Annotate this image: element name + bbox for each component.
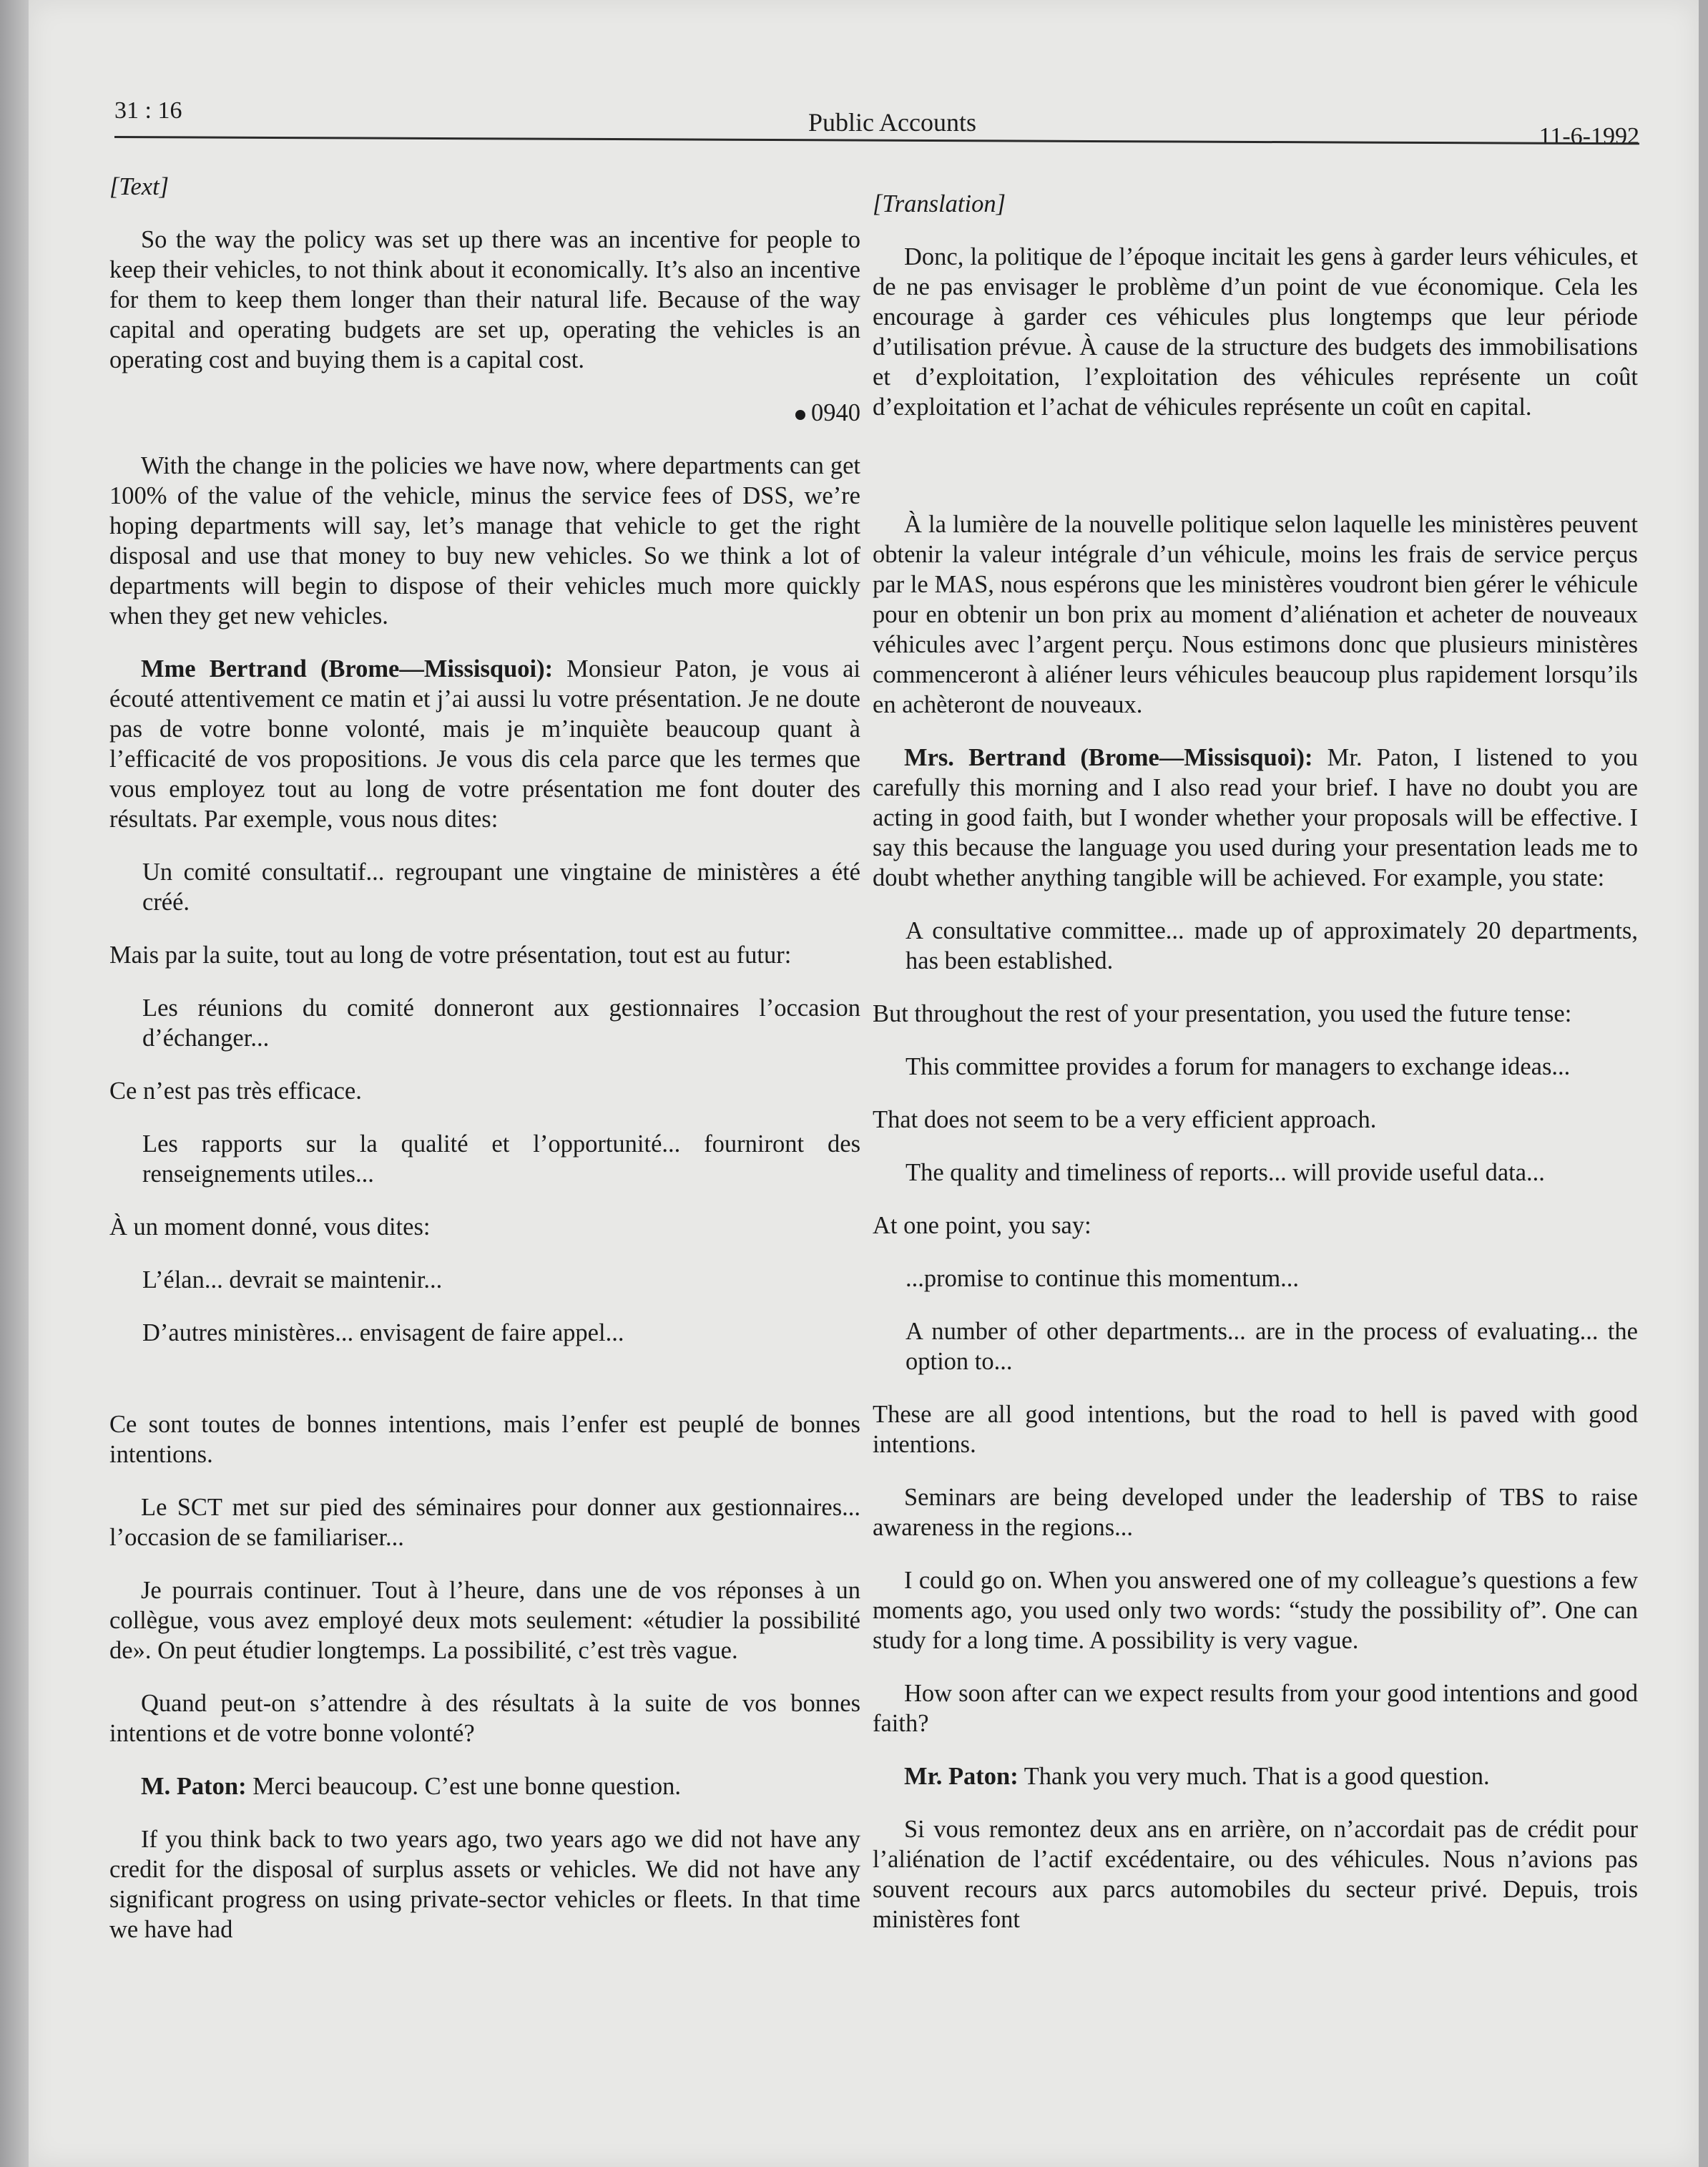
speaker-paragraph xyxy=(109,1771,860,1801)
speaker-text: Thank you very much. That is a good question. xyxy=(1018,1763,1490,1790)
paragraph: At one point, you say: xyxy=(873,1212,1091,1239)
quotation: D’autres ministères... envisagent de faire appel... xyxy=(142,1319,624,1346)
speaker-paragraph xyxy=(109,654,860,834)
quotation: A number of other departments... are in the process of evaluating... the option to... xyxy=(905,1318,1638,1375)
speaker-text: Monsieur Paton, je vous ai écouté attentivement ce matin et j’ai aussi lu votre présentation. Je ne doute pas de votre bonne volonté, mais je m’inquiète beaucoup quant à l’efficacité de vos propositions. Je vous dis cela parce que les termes que vous employez tout au long de votre présentation me font douter des résultats. Par exemple, vous nous dites: xyxy=(109,655,861,833)
left-column xyxy=(109,172,860,1967)
paragraph: So the way the policy was set up there was an incentive for people to keep their vehicles, to not think about it economically. It’s also an incentive for them to keep them longer than their natural life. Because of the way capital and operating budgets are set up, operating the vehicles is an operating cost and buying them is a capital cost. xyxy=(109,226,860,373)
binding-spine xyxy=(0,0,29,2167)
paragraph: Ce sont toutes de bonnes intentions, mais l’enfer est peuplé de bonnes intentions. xyxy=(109,1411,860,1468)
paragraph: À la lumière de la nouvelle politique selon laquelle les ministères peuvent obtenir la valeur intégrale d’un véhicule, moins les frais de service perçus par le MAS, nous espérons que les ministères voudront bien gérer le véhicule pour en obtenir un bon prix au moment d’aliénation et acheter de nouveaux véhicules avec l’argent perçu. Nous estimons donc que plusieurs ministères commenceront à aliéner leurs véhicules beaucoup plus rapidement lorsqu’ils en achèteront de nouveaux. xyxy=(873,511,1638,718)
speaker-name: M. Paton: xyxy=(141,1773,247,1800)
speaker-paragraph xyxy=(873,1761,1638,1791)
quotation: A consultative committee... made up of approximately 20 departments, has been established. xyxy=(905,917,1638,974)
quotation: Les réunions du comité donneront aux gestionnaires l’occasion d’échanger... xyxy=(142,994,860,1052)
text-tag: [Text] xyxy=(109,173,170,200)
paragraph: These are all good intentions, but the road to hell is paved with good intentions. xyxy=(873,1401,1638,1458)
quotation: Un comité consultatif... regroupant une vingtaine de ministères a été créé. xyxy=(142,859,860,916)
page-date: 11-6-1992 xyxy=(1538,123,1639,150)
time-marker xyxy=(109,398,860,428)
quotation: Les rapports sur la qualité et l’opportunité... fourniront des renseignements utiles... xyxy=(142,1130,860,1188)
paragraph: How soon after can we expect results from your good intentions and good faith? xyxy=(873,1680,1638,1737)
paragraph: Quand peut-on s’attendre à des résultats à la suite de vos bonnes intentions et de votre bonne volonté? xyxy=(109,1690,860,1747)
paragraph: That does not seem to be a very efficient approach. xyxy=(873,1106,1377,1133)
paragraph: Seminars are being developed under the leadership of TBS to raise awareness in the regions... xyxy=(873,1484,1638,1541)
paragraph: If you think back to two years ago, two years ago we did not have any credit for the disposal of surplus assets or vehicles. We did not have any significant progress on using private-sector vehicles or fleets. In that time we have had xyxy=(109,1826,860,1943)
right-column xyxy=(873,172,1638,1957)
paragraph: But throughout the rest of your presentation, you used the future tense: xyxy=(873,1000,1572,1027)
quotation: The quality and timeliness of reports... will provide useful data... xyxy=(905,1159,1545,1186)
paragraph: Donc, la politique de l’époque incitait les gens à garder leurs véhicules, et de ne pas envisager le problème d’un point de vue économique. Cela les encourage à garder ces véhicules plus longtemps que leur période d’utilisation prévue. À cause de la structure des budgets des immobilisations et d’exploitation, l’exploitation des véhicules représente un coût d’exploitation et l’achat de véhicules représente un coût en capital. xyxy=(873,243,1638,421)
bullet-icon xyxy=(795,410,805,420)
speaker-name: Mr. Paton: xyxy=(904,1763,1019,1790)
speaker-text: Mr. Paton, I listened to you carefully this morning and I also read your brief. I have no doubt you are acting in good faith, but I wonder whether your proposals will be effective. I say this because the language you used during your presentation leads me to doubt whether anything tangible will be achieved. For example, you state: xyxy=(873,744,1638,891)
speaker-name: Mrs. Bertrand (Brome—Missisquoi): xyxy=(904,744,1313,771)
page-header xyxy=(86,92,1639,150)
page-title: Public Accounts xyxy=(808,108,976,137)
paragraph: Mais par la suite, tout au long de votre présentation, tout est au futur: xyxy=(109,941,792,969)
paragraph: Si vous remontez deux ans en arrière, on n’accordait pas de crédit pour l’aliénation de l’actif excédentaire, ou des véhicules. Nous n’avions pas souvent recours aux parcs automobiles du secteur privé. Depuis, trois ministères font xyxy=(873,1816,1638,1933)
paragraph: Ce n’est pas très efficace. xyxy=(109,1077,362,1105)
speaker-name: Mme Bertrand (Brome—Missisquoi): xyxy=(141,655,554,683)
page-number: 31 : 16 xyxy=(114,97,182,124)
quotation: ...promise to continue this momentum... xyxy=(905,1265,1300,1292)
paragraph: With the change in the policies we have now, where departments can get 100% of the value of the vehicle, minus the service fees of DSS, we’re hoping departments will say, let’s manage that vehicle to get the right disposal and use that money to buy new vehicles. So we think a lot of departments will begin to dispose of their vehicles much more quickly when they get new vehicles. xyxy=(109,452,860,630)
speaker-text: Merci beaucoup. C’est une bonne question. xyxy=(246,1773,681,1800)
speaker-paragraph xyxy=(873,743,1638,893)
paragraph: À un moment donné, vous dites: xyxy=(109,1213,431,1241)
paragraph: Le SCT met sur pied des séminaires pour donner aux gestionnaires... l’occasion de se familiariser... xyxy=(109,1494,860,1551)
paragraph: Je pourrais continuer. Tout à l’heure, dans une de vos réponses à un collègue, vous avez employé deux mots seulement: «étudier la possibilité de». On peut étudier longtemps. La possibilité, c’est très vague. xyxy=(109,1577,860,1664)
quotation: L’élan... devrait se maintenir... xyxy=(142,1266,443,1293)
translation-tag: [Translation] xyxy=(873,190,1006,217)
time-marker-text: 0940 xyxy=(811,399,860,426)
quotation: This committee provides a forum for managers to exchange ideas... xyxy=(905,1053,1571,1080)
paragraph: I could go on. When you answered one of my colleague’s questions a few moments ago, you used only two words: “study the possibility of”. One can study for a long time. A possibility is very vague. xyxy=(873,1567,1638,1654)
